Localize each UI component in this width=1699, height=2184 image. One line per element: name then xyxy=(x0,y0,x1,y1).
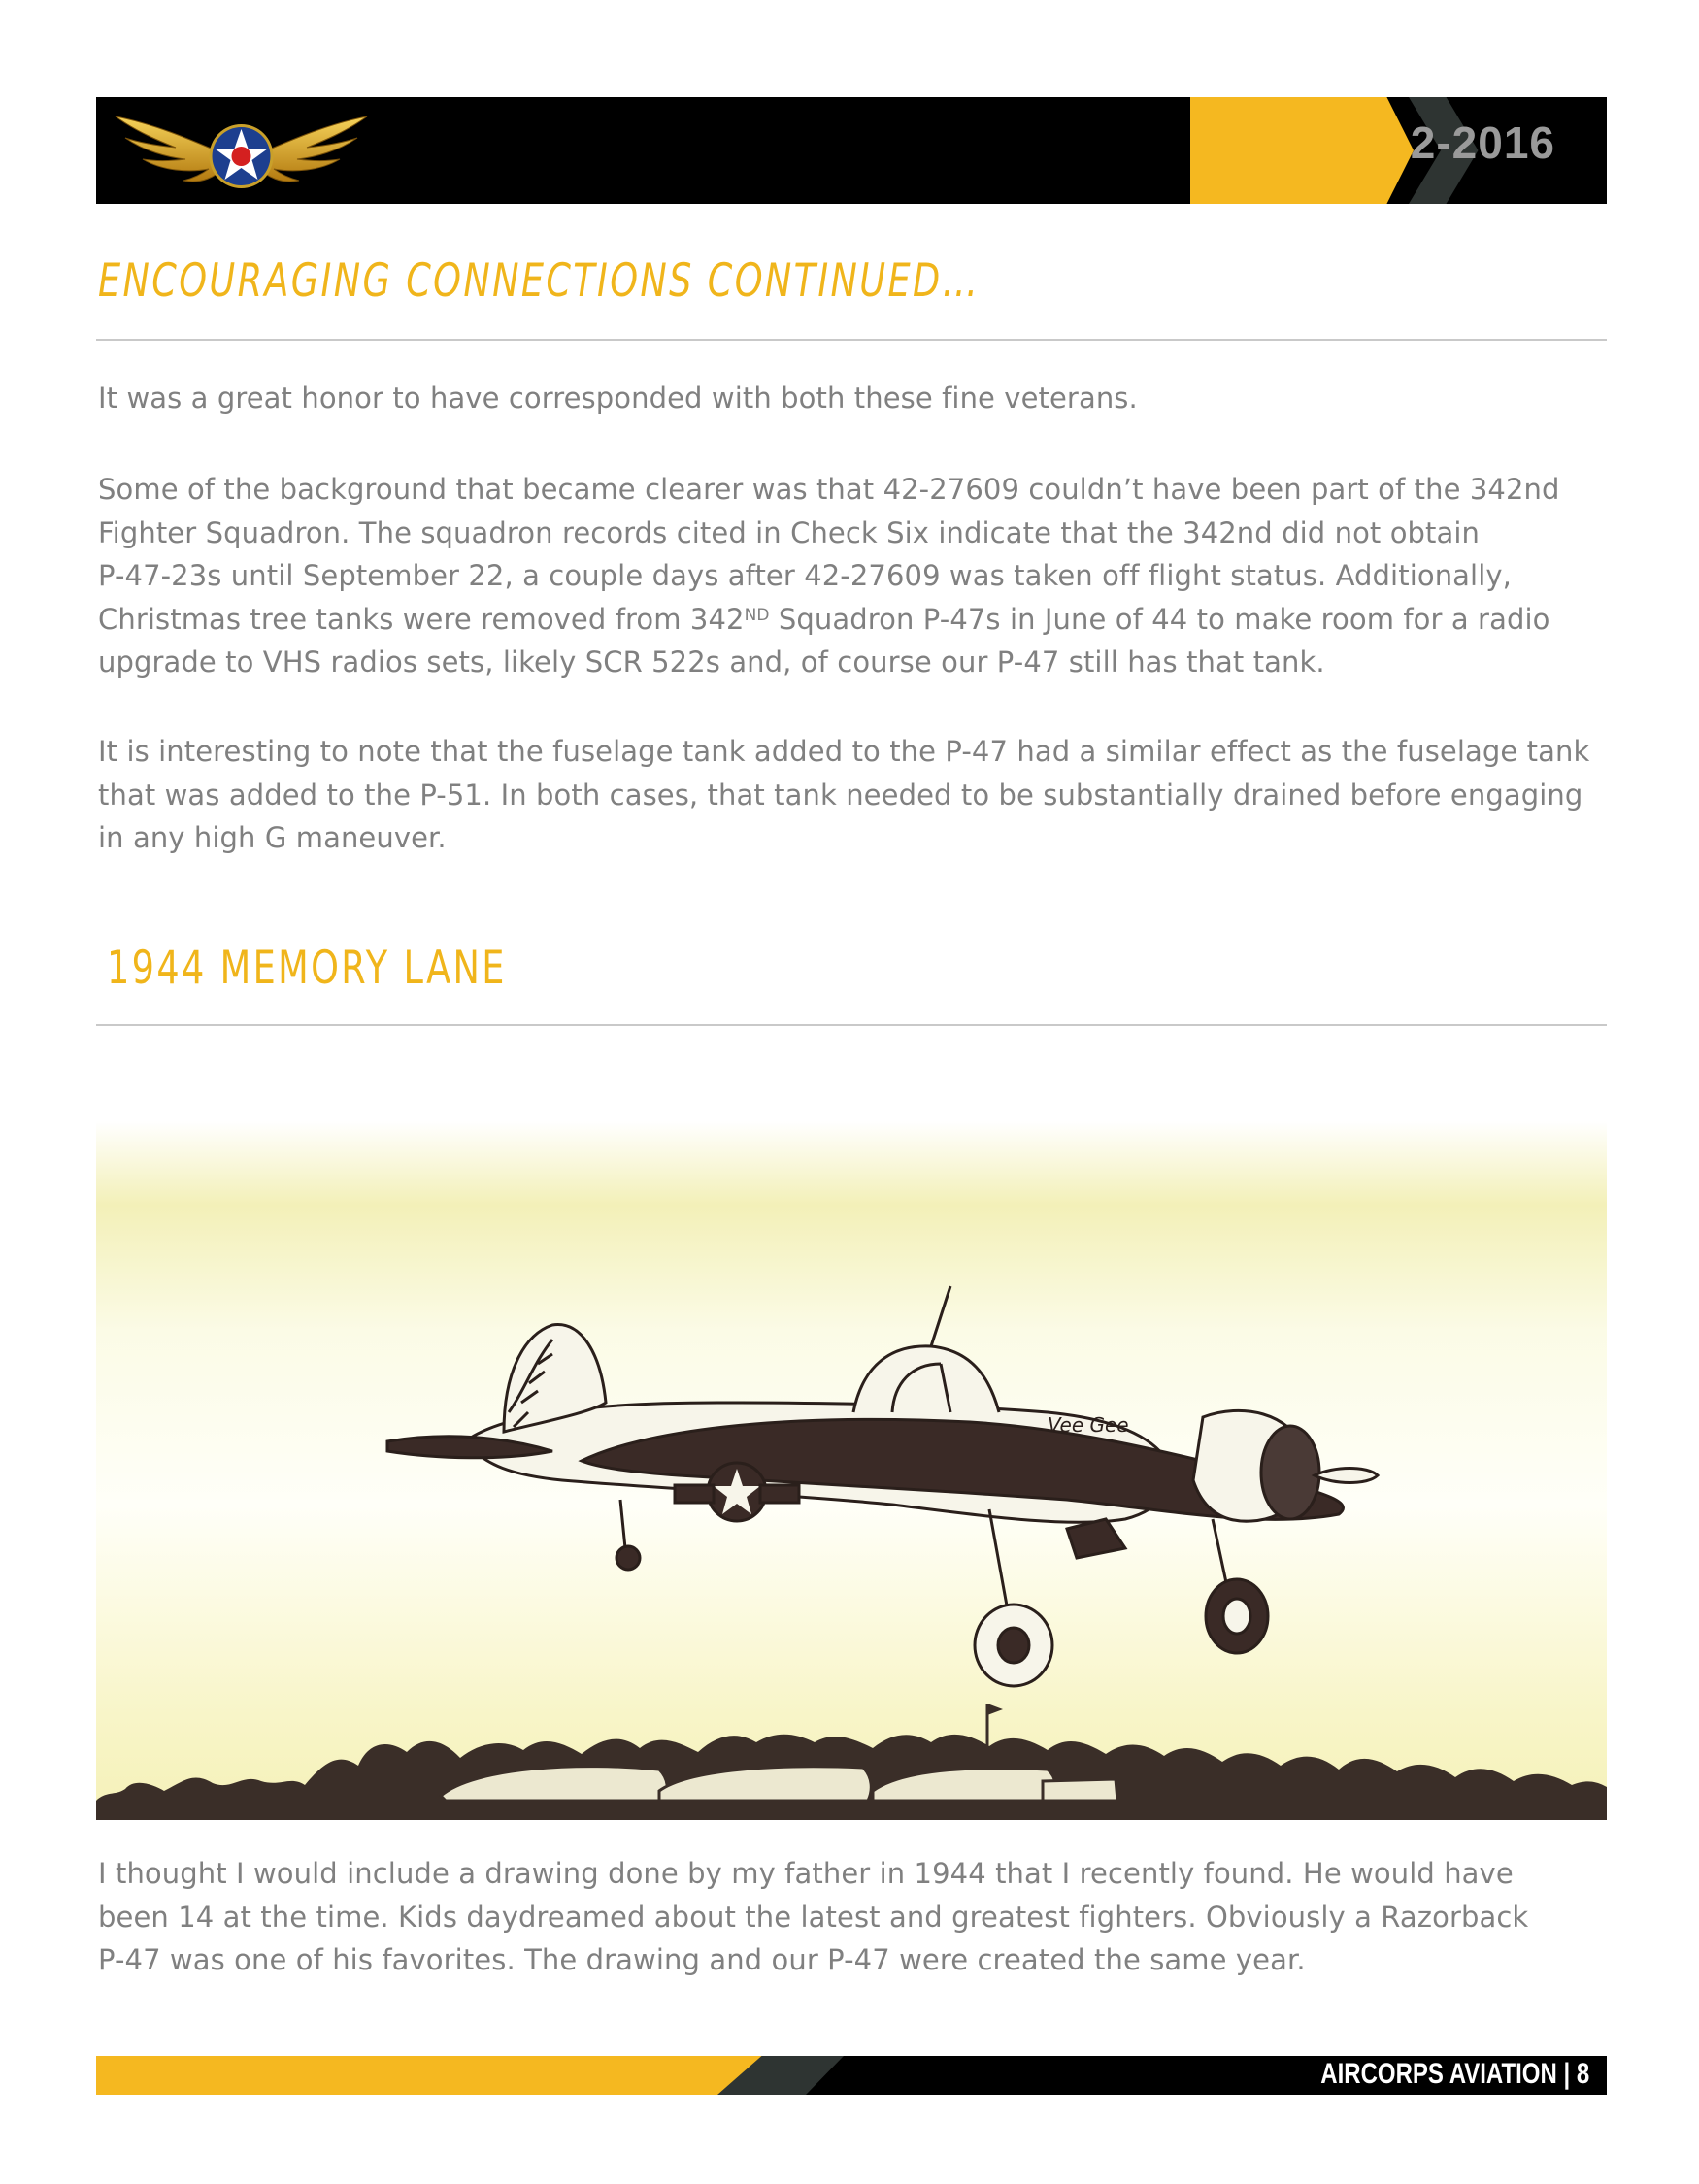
paragraph-2 xyxy=(98,468,1613,684)
paragraph-line: in any high G maneuver. xyxy=(98,821,447,854)
winged-roundel-icon xyxy=(108,103,375,200)
drawing-caption xyxy=(98,1852,1613,1982)
issue-date: 2-2016 xyxy=(1410,117,1555,168)
paragraph-line: It is interesting to note that the fuselage tank added to the P-47 had a similar effect as the fuselage tank xyxy=(98,735,1590,768)
paragraph-line xyxy=(98,598,1613,642)
paragraph-line: I thought I would include a drawing done by my father in 1944 that I recently found. He would have xyxy=(98,1857,1514,1890)
paragraph-line: been 14 at the time. Kids daydreamed about the latest and greatest fighters. Obviously a Razorback xyxy=(98,1900,1529,1934)
paragraph-line: P-47-23s until September 22, a couple days after 42-27609 was taken off flight status. Additionally, xyxy=(98,559,1512,592)
section-title-encouraging-connections: ENCOURAGING CONNECTIONS CONTINUED… xyxy=(98,254,981,308)
paragraph-line: P-47 was one of his favorites. The drawing and our P-47 were created the same year. xyxy=(98,1943,1306,1976)
paragraph-3 xyxy=(98,730,1613,860)
footer-bar xyxy=(96,2056,1607,2095)
header-bar xyxy=(96,97,1607,204)
paragraph-line: upgrade to VHS radios sets, likely SCR 522s and, of course our P-47 still has that tank. xyxy=(98,645,1325,678)
section-divider xyxy=(96,339,1607,341)
footer-accent-yellow xyxy=(96,2056,776,2095)
svg-text:Vee Gee: Vee Gee xyxy=(1048,1413,1129,1437)
section-divider xyxy=(96,1024,1607,1026)
paragraph-line: that was added to the P-51. In both cases, that tank needed to be substantially drained before engaging xyxy=(98,778,1583,811)
p47-razorback-drawing-icon xyxy=(96,1121,1607,1820)
paragraph-line: Some of the background that became clearer was that 42-27609 couldn’t have been part of the 342nd xyxy=(98,473,1560,506)
paragraph-text: It was a great honor to have corresponded with both these fine veterans. xyxy=(98,381,1138,414)
text-run: Squadron P-47s in June of 44 to make room for a radio xyxy=(769,602,1550,636)
text-run: Christmas tree tanks were removed from 342 xyxy=(98,602,745,636)
paragraph-line: Fighter Squadron. The squadron records cited in Check Six indicate that the 342nd did not obtain xyxy=(98,515,1481,549)
superscript: ND xyxy=(744,605,770,625)
paragraph-1 xyxy=(98,377,1613,420)
header-accent-yellow xyxy=(1190,97,1414,204)
footer-page-label: AIRCORPS AVIATION | 8 xyxy=(1320,2058,1589,2090)
section-title-memory-lane: 1944 MEMORY LANE xyxy=(107,942,507,995)
